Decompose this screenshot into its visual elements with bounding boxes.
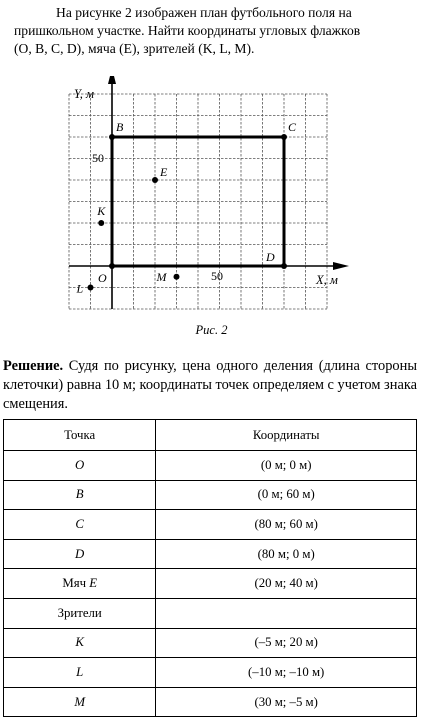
point-name: L xyxy=(76,664,84,679)
group-label-cell: Зрители xyxy=(4,598,156,628)
table-header-row xyxy=(4,420,417,451)
problem-statement xyxy=(14,4,414,58)
point-prefix: Мяч xyxy=(62,576,90,591)
coords-cell: (80 м; 60 м) xyxy=(156,510,417,540)
point-name: O xyxy=(75,457,85,472)
solution-lead: Решение. xyxy=(3,358,64,374)
point-label: C xyxy=(288,120,297,134)
point-cell xyxy=(4,628,156,658)
table-row xyxy=(4,451,417,481)
point-name: C xyxy=(75,516,84,531)
point-cell xyxy=(4,687,156,717)
point-label: D xyxy=(266,250,275,264)
point-marker xyxy=(98,220,104,226)
coords-cell: (–5 м; 20 м) xyxy=(156,628,417,658)
coords-cell: (30 м; –5 м) xyxy=(156,687,417,717)
point-label: O xyxy=(98,271,107,285)
point-label: K xyxy=(97,204,106,218)
point-cell xyxy=(4,480,156,510)
y-axis-arrow xyxy=(108,76,116,84)
table-row xyxy=(4,480,417,510)
point-label: M xyxy=(156,269,167,284)
problem-line: (O, B, C, D), мяча (E), зрителей (K, L, M). xyxy=(14,41,255,56)
coords-cell: (20 м; 40 м) xyxy=(156,569,417,599)
point-cell xyxy=(4,510,156,540)
point-marker xyxy=(281,134,287,140)
field-plan-figure xyxy=(0,76,423,321)
point-name: K xyxy=(75,635,84,650)
point-marker xyxy=(152,177,158,183)
point-name: M xyxy=(74,694,86,709)
problem-line: На рисунке 2 изображен план футбольного поля на xyxy=(56,5,352,20)
point-label: L xyxy=(76,281,84,296)
point-label: B xyxy=(116,120,124,134)
point-marker xyxy=(88,285,94,291)
figure-caption: Рис. 2 xyxy=(195,323,228,337)
points-layer xyxy=(76,120,298,296)
table-row xyxy=(4,628,417,658)
coords-cell: (0 м; 60 м) xyxy=(156,480,417,510)
table-row xyxy=(4,687,417,717)
coords-cell xyxy=(156,598,417,628)
solution-paragraph xyxy=(3,357,417,414)
point-marker xyxy=(281,263,287,269)
table-row xyxy=(4,658,417,688)
point-name: D xyxy=(75,546,85,561)
problem-line: пришкольном участке. Найти координаты угловых флажков xyxy=(14,23,361,38)
table-row xyxy=(4,569,417,599)
point-cell xyxy=(4,451,156,481)
point-marker xyxy=(109,134,115,140)
x-axis-label: X, м xyxy=(316,273,338,287)
point-label: E xyxy=(160,165,168,179)
point-name: B xyxy=(75,487,84,502)
x-axis-arrow xyxy=(333,262,349,270)
table-row xyxy=(4,598,417,628)
table-row xyxy=(4,539,417,569)
point-cell xyxy=(4,658,156,688)
coords-cell: (80 м; 0 м) xyxy=(156,539,417,569)
table-header: Координаты xyxy=(156,420,417,451)
y-axis-label: Y, м xyxy=(74,87,95,101)
point-name: E xyxy=(89,576,98,591)
point-cell xyxy=(4,539,156,569)
point-marker xyxy=(109,263,115,269)
y-tick-label: 50 xyxy=(92,151,104,165)
table-row xyxy=(4,510,417,540)
coordinates-table xyxy=(3,419,417,717)
x-tick-label: 50 xyxy=(211,269,223,283)
solution-text: Судя по рисунку, цена одного деления (длина стороны клеточки) равна 10 м; координаты точек определяем с учетом знака смещения. xyxy=(3,358,417,412)
point-marker xyxy=(174,274,180,280)
point-cell xyxy=(4,569,156,599)
table-header: Точка xyxy=(4,420,156,451)
coords-cell: (0 м; 0 м) xyxy=(156,451,417,481)
coords-cell: (–10 м; –10 м) xyxy=(156,658,417,688)
